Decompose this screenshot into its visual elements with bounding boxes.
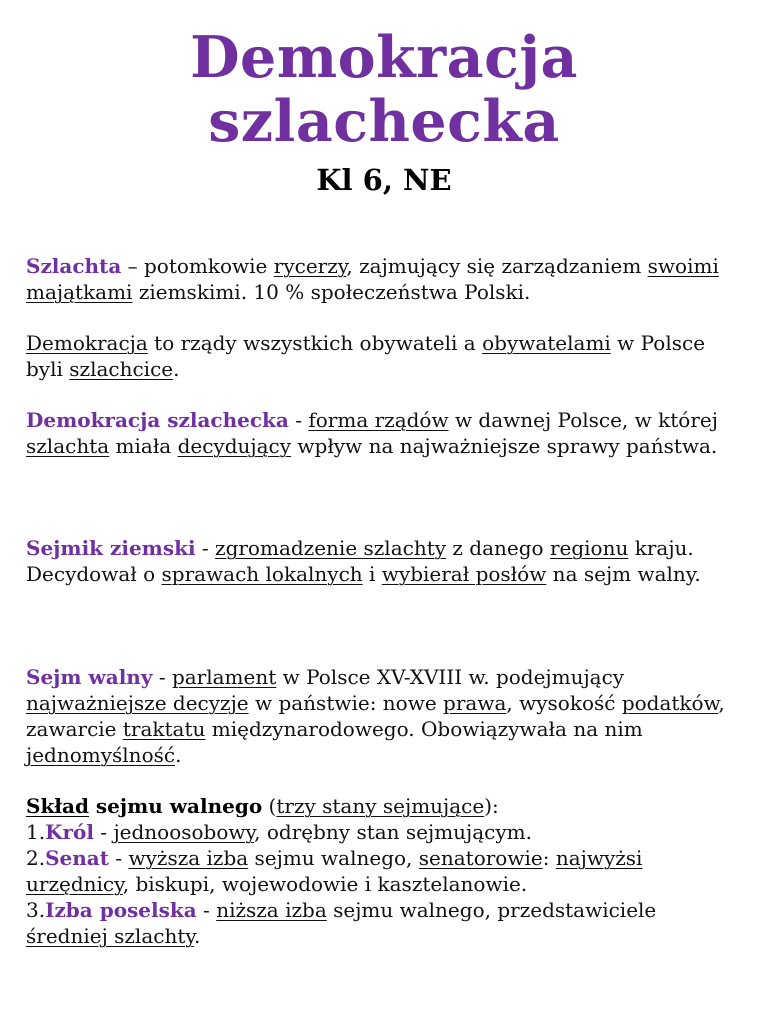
underlined-term: Demokracja: [26, 331, 148, 355]
underlined-term: rycerzy: [273, 254, 347, 278]
paragraph-sejm-walny: [26, 664, 726, 768]
text: -: [93, 820, 114, 844]
text: , odrębny stan sejmującym.: [254, 820, 533, 844]
underlined-term: jednomyślność: [26, 743, 176, 767]
sklad-heading: [26, 793, 726, 819]
heading-underlined: Skład: [26, 794, 89, 818]
text: .: [194, 924, 201, 948]
term-izba-poselska: Izba poselska: [45, 898, 197, 922]
underlined-term: najwyżsi urzędnicy: [26, 846, 643, 896]
text: w państwie: nowe: [248, 691, 444, 715]
underlined-term: jednoosobowy: [113, 820, 255, 844]
term-sejmik-ziemski: Sejmik ziemski: [26, 536, 196, 560]
text: międzynarodowego. Obowiązywała na nim: [205, 717, 643, 741]
text: , zajmujący się zarządzaniem: [346, 254, 648, 278]
text: na sejm walny.: [546, 562, 701, 586]
list-item-senat: [26, 845, 726, 897]
text: ziemskimi. 10 % społeczeństwa Polski.: [132, 280, 531, 304]
text: z danego: [446, 536, 550, 560]
text: , zawarcie: [26, 691, 725, 741]
text: , biskupi, wojewodowie i kasztelanowie.: [122, 872, 528, 896]
list-number: 2.: [26, 846, 46, 870]
underlined-term: traktatu: [122, 717, 206, 741]
term-szlachta: Szlachta: [26, 254, 122, 278]
text: wpływ na najważniejsze sprawy państwa.: [291, 434, 718, 458]
text: – potomkowie: [121, 254, 274, 278]
list-item-izba-poselska: [26, 897, 726, 949]
underlined-term: parlament: [171, 665, 277, 689]
text: -: [195, 536, 216, 560]
text: :: [542, 846, 556, 870]
text: .: [175, 743, 182, 767]
underlined-term: trzy stany sejmujące: [276, 794, 485, 818]
text: i: [362, 562, 382, 586]
underlined-term: senatorowie: [418, 846, 543, 870]
text: miała: [109, 434, 178, 458]
underlined-term: wyższa izba: [128, 846, 249, 870]
text: -: [109, 846, 129, 870]
underlined-term: swoimi majątkami: [26, 254, 719, 304]
term-krol: Król: [45, 820, 94, 844]
text: w dawnej Polsce, w której: [448, 408, 718, 432]
text: -: [196, 898, 217, 922]
underlined-term: sprawach lokalnych: [161, 562, 363, 586]
underlined-term: szlachcice: [69, 357, 174, 381]
paragraph-demokracja: [26, 330, 726, 382]
underlined-term: wybierał posłów: [381, 562, 547, 586]
underlined-term: niższa izba: [216, 898, 327, 922]
text: sejmu walnego,: [248, 846, 419, 870]
underlined-term: prawa: [443, 691, 507, 715]
title-line-2: szlachecka: [208, 88, 560, 155]
text: -: [152, 665, 172, 689]
document-title: [0, 26, 768, 154]
list-item-krol: [26, 819, 726, 845]
paragraph-demokracja-szlachecka: [26, 407, 726, 459]
text: kraju. Decydował o: [26, 536, 694, 586]
text: to rządy wszystkich obywateli a: [147, 331, 483, 355]
paragraph-sejmik-ziemski: [26, 535, 726, 587]
section-sklad-sejmu: [26, 793, 726, 949]
underlined-term: szlachta: [26, 434, 110, 458]
text: w Polsce byli: [26, 331, 706, 381]
text: -: [288, 408, 309, 432]
underlined-term: decydujący: [177, 434, 292, 458]
term-senat: Senat: [45, 846, 109, 870]
title-line-1: Demokracja: [190, 24, 578, 91]
list-number: 3.: [26, 898, 46, 922]
underlined-term: podatków: [621, 691, 719, 715]
text: ):: [484, 794, 499, 818]
underlined-term: zgromadzenie szlachty: [215, 536, 447, 560]
underlined-term: obywatelami: [482, 331, 611, 355]
underlined-term: forma rządów: [308, 408, 449, 432]
underlined-term: najważniejsze decyzje: [26, 691, 249, 715]
underlined-term: regionu: [549, 536, 629, 560]
list-number: 1.: [26, 820, 46, 844]
term-sejm-walny: Sejm walny: [26, 665, 153, 689]
text: .: [173, 357, 180, 381]
term-demokracja-szlachecka: Demokracja szlachecka: [26, 408, 289, 432]
text: sejmu walnego, przedstawiciele: [326, 898, 657, 922]
heading-rest: sejmu walnego: [88, 794, 263, 818]
text: w Polsce XV-XVIII w. podejmujący: [276, 665, 625, 689]
text: , wysokość: [506, 691, 622, 715]
underlined-term: średniej szlachty: [26, 924, 195, 948]
text: (: [262, 794, 277, 818]
document-subtitle: Kl 6, NE: [316, 163, 452, 197]
paragraph-szlachta: [26, 253, 726, 305]
